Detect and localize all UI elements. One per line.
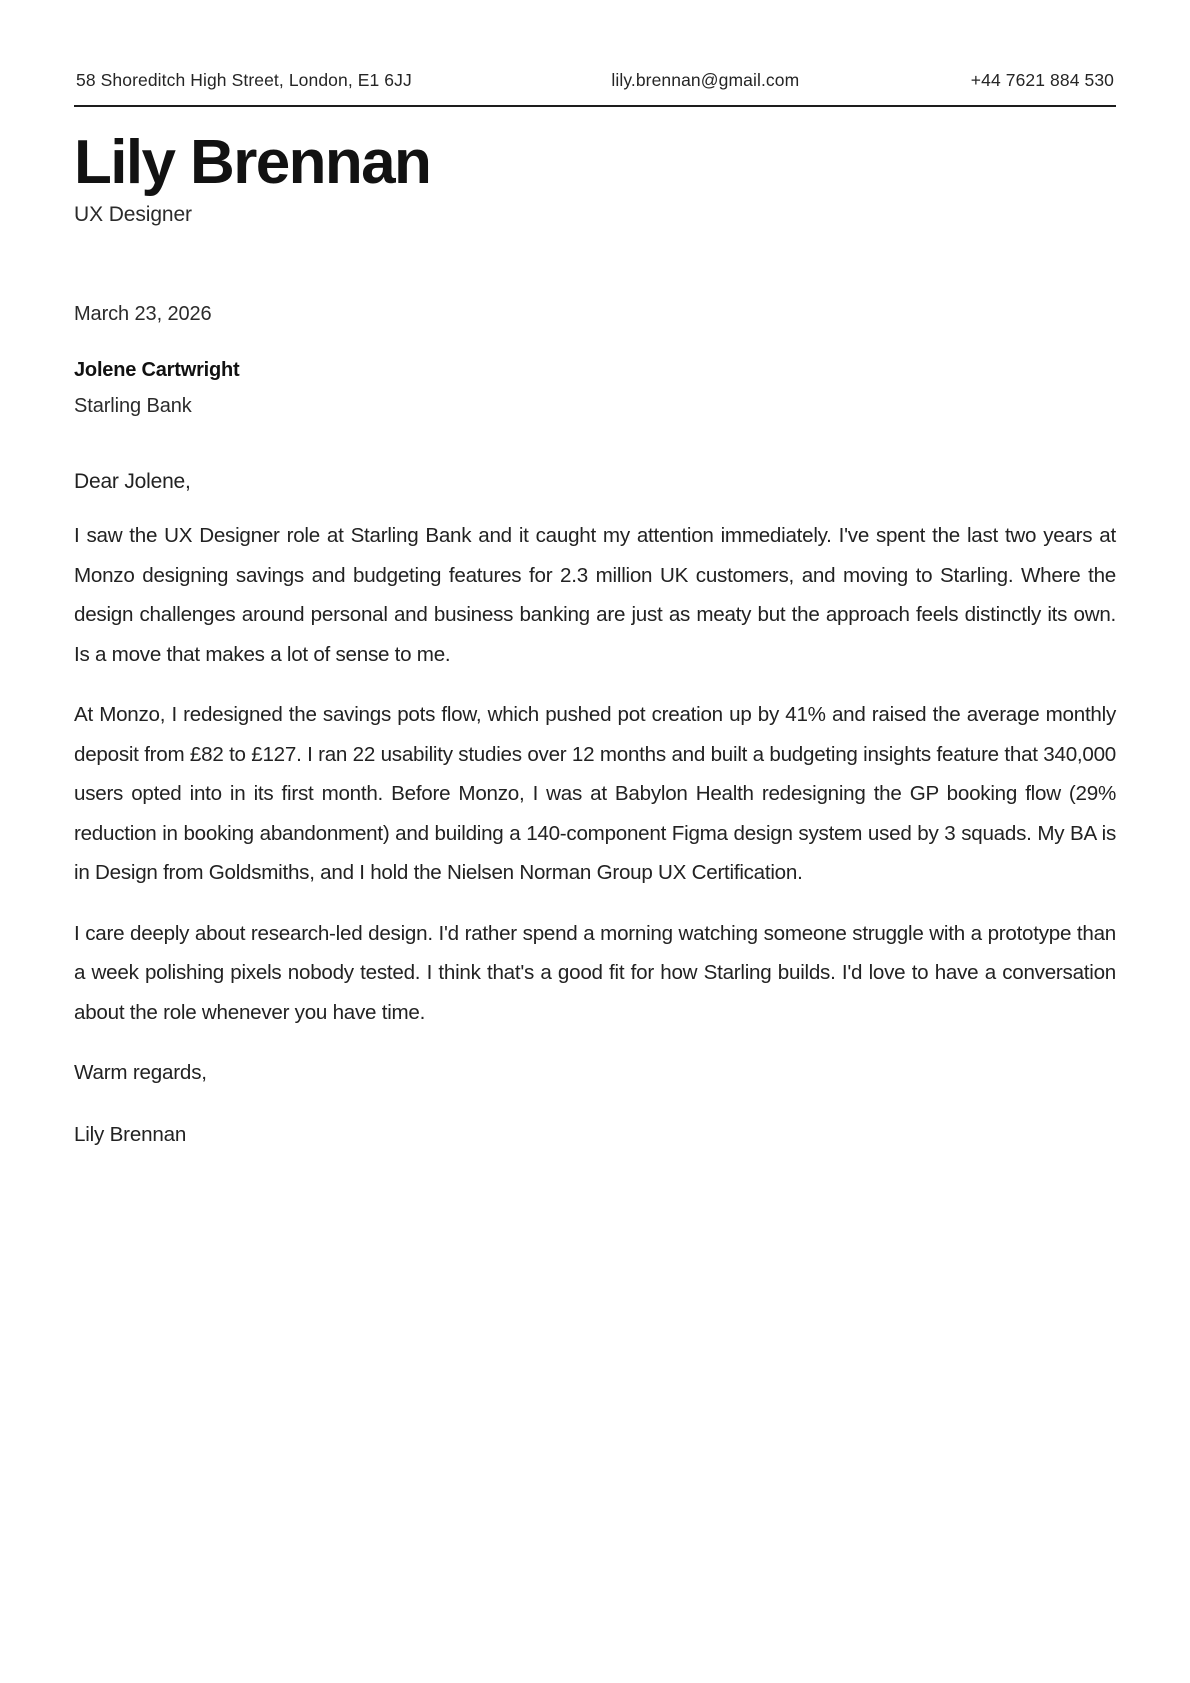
salutation: Dear Jolene, bbox=[74, 470, 191, 494]
contact-header bbox=[74, 70, 1116, 107]
body-paragraph-3: I care deeply about research-led design. I'd rather spend a morning watching someone struggle with a prototype than a week polishing pixels nobody tested. I think that's a good fit for how Starling builds. I'd love to have a conversation about the role whenever you have time. bbox=[74, 921, 1116, 1024]
recipient-name: Jolene Cartwright bbox=[74, 359, 240, 382]
body-paragraph-1: I saw the UX Designer role at Starling Bank and it caught my attention immediately. I've spent the last two years at Monzo designing savings and budgeting features for 2.3 million UK customers, and moving to Starling. Where the design challenges around personal and business banking are just as meaty but the approach feels distinctly its own. Is a move that makes a lot of sense to me. bbox=[74, 524, 1116, 666]
closing-line: Warm regards, bbox=[74, 1061, 207, 1085]
letter-body bbox=[74, 470, 1116, 1154]
recipient-block bbox=[74, 359, 1116, 418]
signature-name: Lily Brennan bbox=[74, 1122, 187, 1146]
contact-phone: +44 7621 884 530 bbox=[970, 70, 1114, 90]
applicant-job-title: UX Designer bbox=[74, 203, 192, 227]
contact-email: lily.brennan@gmail.com bbox=[611, 70, 800, 90]
contact-address: 58 Shoreditch High Street, London, E1 6JJ bbox=[76, 70, 412, 90]
letter-date: March 23, 2026 bbox=[74, 303, 212, 326]
recipient-company: Starling Bank bbox=[74, 395, 192, 418]
identity-block bbox=[74, 107, 1116, 227]
page-title: Lily Brennan bbox=[74, 128, 431, 197]
body-paragraph-2: At Monzo, I redesigned the savings pots flow, which pushed pot creation up by 41% and raised the average monthly deposit from £82 to £127. I ran 22 usability studies over 12 months and built a budgeting insights feature that 340,000 users opted into in its first month. Before Monzo, I was at Babylon Health redesigning the GP booking flow (29% reduction in booking abandonment) and building a 140-component Figma design system used by 3 squads. My BA is in Design from Goldsmiths, and I hold the Nielsen Norman Group UX Certification. bbox=[74, 703, 1116, 885]
